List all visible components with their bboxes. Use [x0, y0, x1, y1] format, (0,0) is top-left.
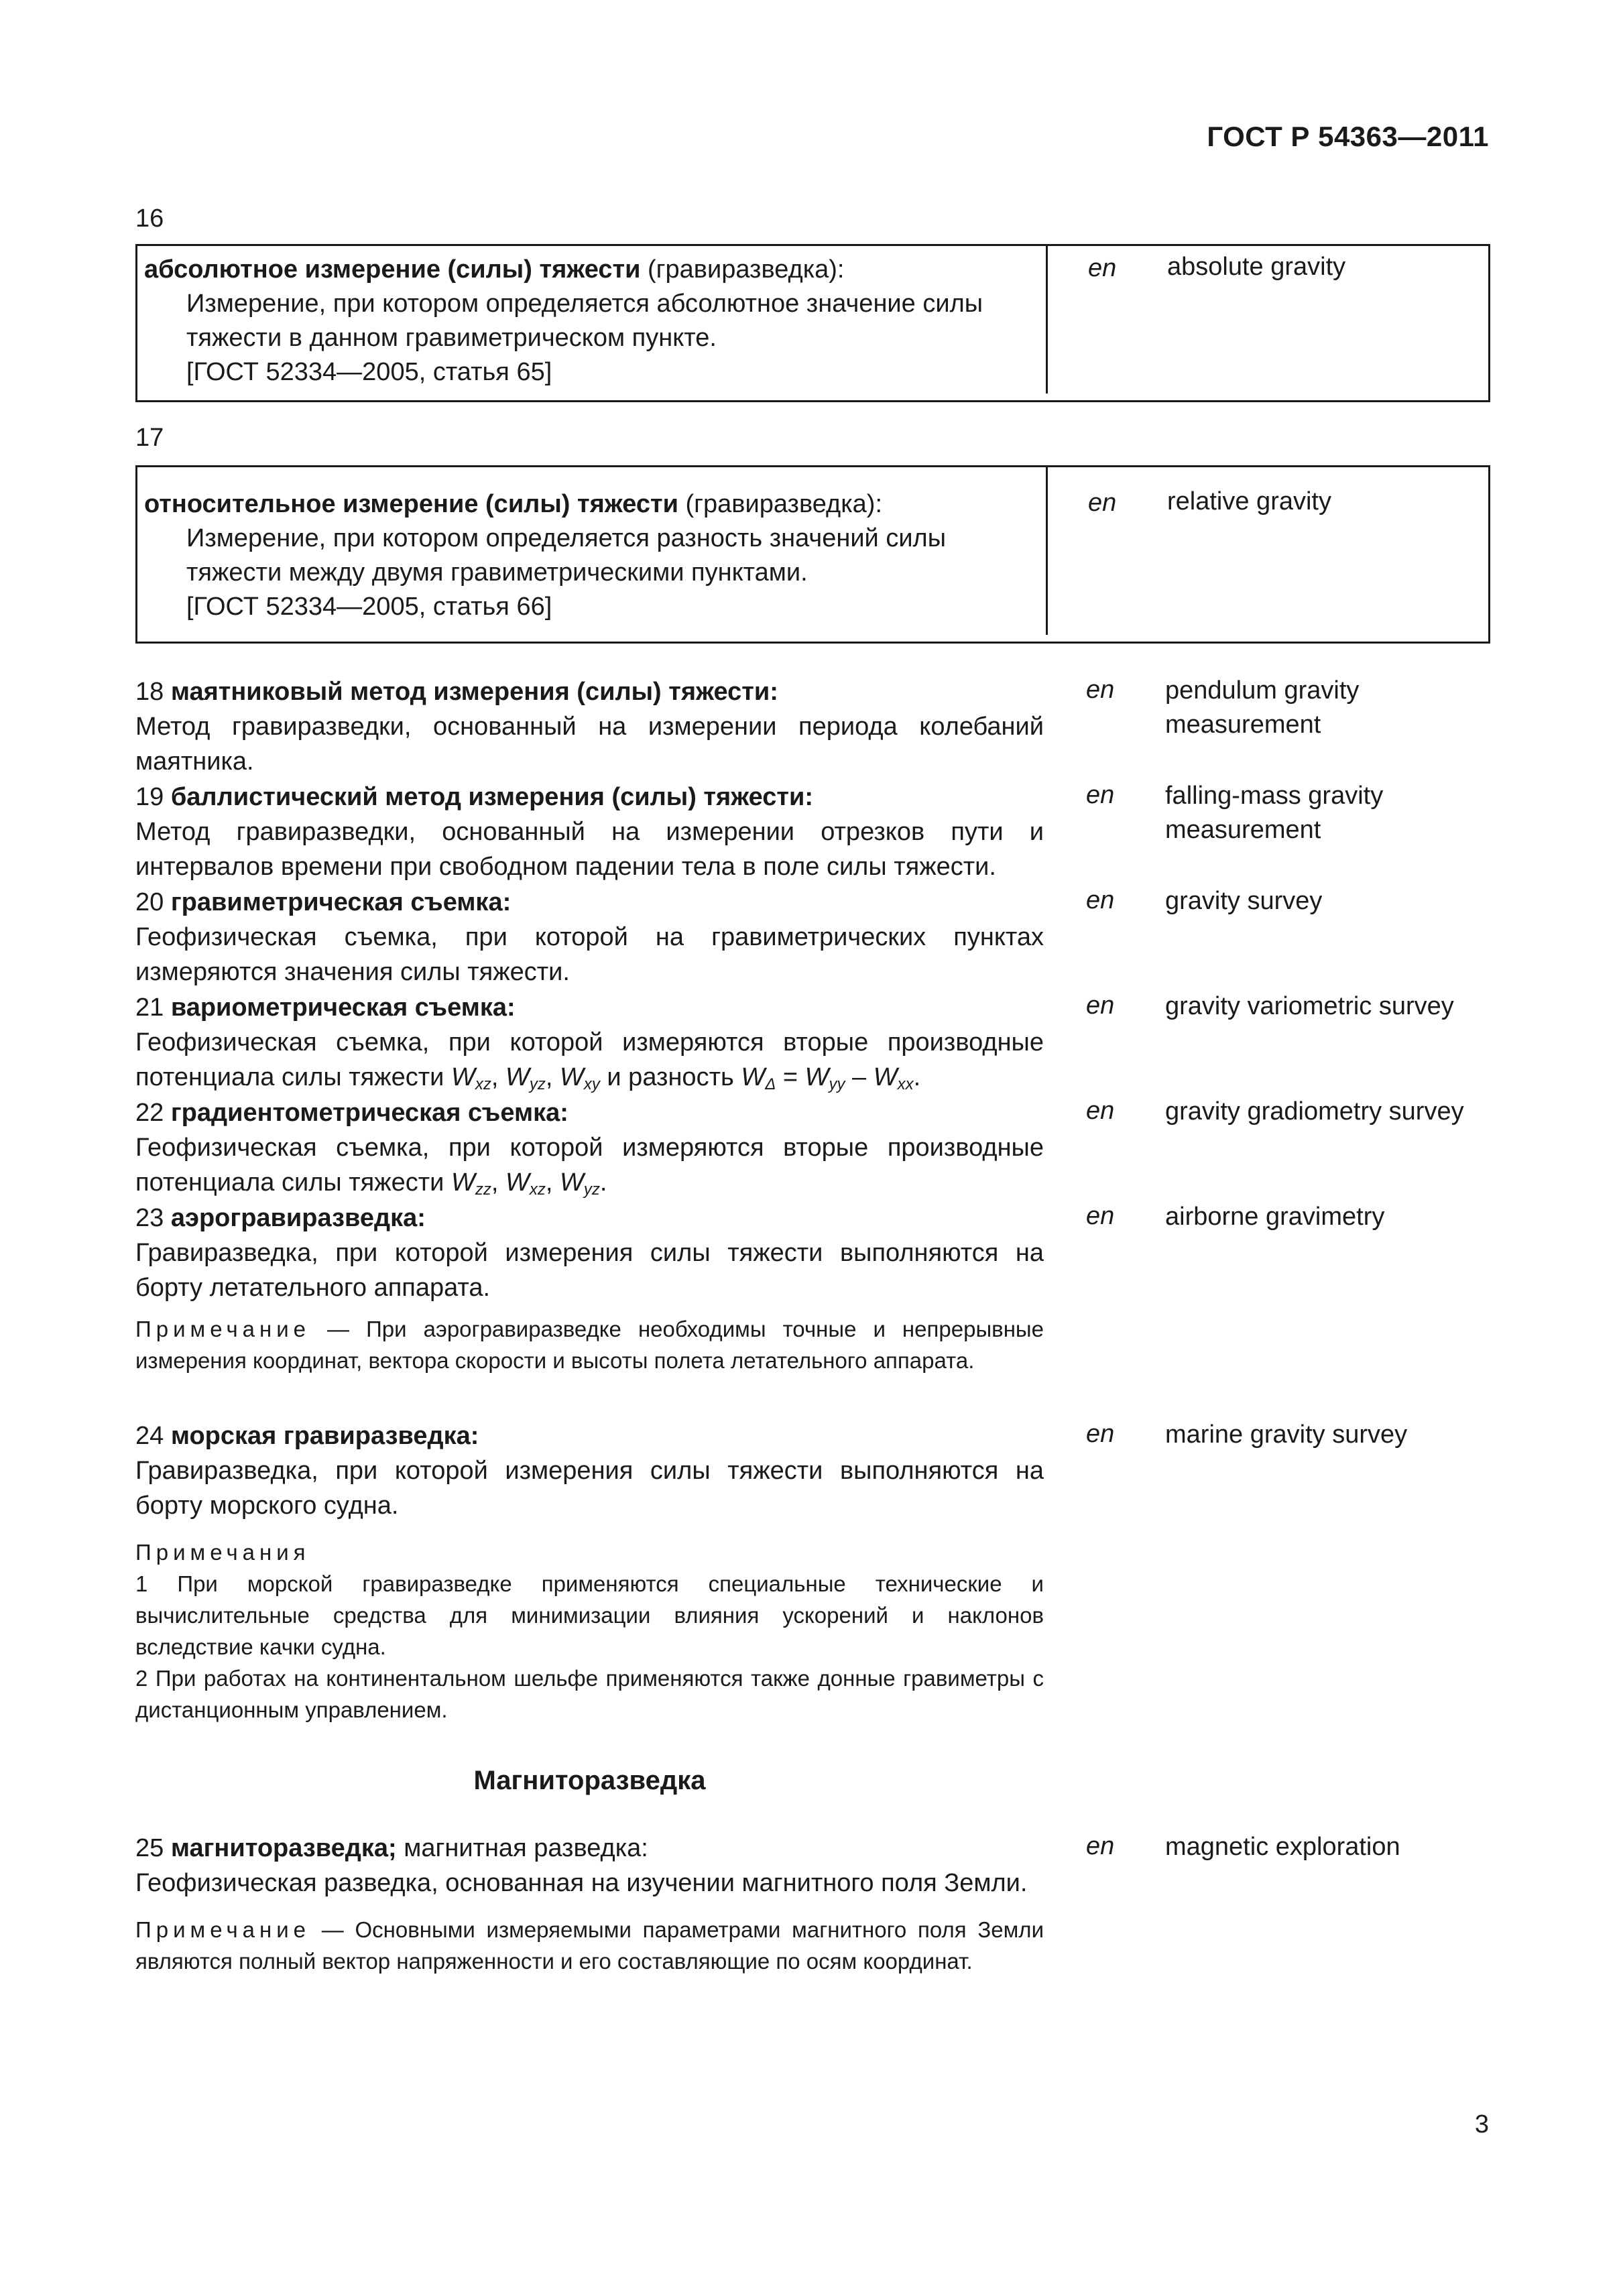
entry-19-number: 19 [135, 783, 171, 811]
entry-17-number: 17 [135, 424, 164, 452]
entry-24-note-1: 1 При морской гравиразведке применяются специальные технические и вычислительные средства для минимизации влияния ускорений и наклонов вследствие качки судна. [135, 1571, 1044, 1659]
entry-16-divider [1046, 246, 1048, 394]
formula-w-xz-2: $W_{xz}$ [505, 1168, 546, 1199]
formula-w-xy: $W_{xy}$ [559, 1063, 600, 1093]
entry-21-term: вариометрическая съемка: [170, 993, 516, 1022]
entry-19-term: баллистический метод измерения (силы) тяжести: [170, 783, 814, 811]
entry-17-domain: (гравиразведка): [678, 490, 883, 518]
entry-19-en-term: falling-mass gravity measurement [1165, 782, 1384, 844]
entry-23 [135, 1201, 1044, 1376]
entry-18-en-tag: en [1086, 676, 1115, 704]
formula-w-yz-2: $W_{yz}$ [559, 1168, 600, 1199]
entry-25 [135, 1831, 1044, 1977]
entry-25-en-tag: en [1086, 1832, 1115, 1860]
entry-16-box [135, 244, 1490, 402]
entry-24-term: морская гравиразведка: [170, 1422, 479, 1450]
entry-16-en-term: absolute gravity [1167, 253, 1346, 281]
entry-18-definition: Метод гравиразведки, основанный на измерении периода колебаний маятника. [135, 713, 1044, 776]
entry-22-term: градиентометрическая съемка: [170, 1099, 568, 1127]
section-title: Магниторазведка [473, 1766, 706, 1795]
entry-25-definition: Геофизическая разведка, основанная на изучении магнитного поля Земли. [135, 1869, 1028, 1897]
entry-23-definition: Гравиразведка, при которой измерения силы тяжести выполняются на борту летательного аппарата. [135, 1239, 1044, 1302]
entry-21-definition-text: Геофизическая съемка, при которой измеряются вторые производные потенциала силы тяжести [135, 1028, 1044, 1091]
entry-21-en-tag: en [1086, 991, 1115, 1020]
formula-w-xz: $W_{xz}$ [450, 1063, 491, 1093]
formula-w-zz: $W_{zz}$ [450, 1168, 491, 1199]
entry-20-en-term: gravity survey [1165, 887, 1323, 915]
entry-24-notes [135, 1536, 1044, 1726]
entry-25-note-text: — Основными измеряемыми параметрами магнитного поля Земли являются полный вектор напряженности и его составляющие по осям координат. [135, 1917, 1044, 1974]
entry-19-en-tag: en [1086, 781, 1115, 809]
entry-22-definition-text: Геофизическая съемка, при которой измеряются вторые производные потенциала силы тяжести [135, 1134, 1044, 1197]
entry-22-number: 22 [135, 1099, 171, 1127]
entry-17-source: [ГОСТ 52334—2005, статья 66] [186, 593, 552, 621]
entry-25-term: магниторазведка; [170, 1834, 397, 1862]
entry-17-box [135, 465, 1490, 644]
entry-16-en-tag: en [1088, 254, 1117, 282]
entry-23-en-tag: en [1086, 1202, 1115, 1230]
entry-24-note-2: 2 При работах на континентальном шельфе применяются также донные гравиметры с дистанционным управлением. [135, 1666, 1044, 1722]
entry-25-note [135, 1914, 1044, 1977]
entry-18-en-term: pendulum gravity measurement [1165, 676, 1360, 739]
entry-22-definition: Геофизическая съемка, при которой измеряются вторые производные потенциала силы тяжести $W_{zz}$, $W_{xz}$, $W_{yz}$. [135, 1134, 1044, 1199]
page-number: 3 [1474, 2110, 1489, 2138]
entry-22-en-term: gravity gradiometry survey [1165, 1097, 1464, 1126]
entry-23-term: аэрогравиразведка: [170, 1204, 426, 1232]
entry-24-en-tag: en [1086, 1420, 1115, 1448]
entry-24-notes-label: Примечания [135, 1540, 310, 1565]
entry-25-number: 25 [135, 1834, 171, 1862]
entry-17-definition-block [144, 487, 1046, 624]
entry-16-definition: Измерение, при котором определяется абсолютное значение силы тяжести в данном гравиметрическом пункте. [186, 290, 983, 352]
entry-25-note-label: Примечание [135, 1917, 311, 1942]
entry-17-en-term: relative gravity [1167, 487, 1331, 516]
entry-19 [135, 780, 1044, 884]
entry-20-term: гравиметрическая съемка: [170, 888, 512, 916]
entry-25-synonym: магнитная разведка: [396, 1834, 648, 1862]
entry-16-number: 16 [135, 204, 164, 233]
entry-16-domain: (гравиразведка): [640, 255, 845, 284]
document-code: ГОСТ Р 54363—2011 [1207, 121, 1489, 152]
entry-17-definition: Измерение, при котором определяется разность значений силы тяжести между двумя гравиметрическими пунктами. [186, 524, 947, 587]
entry-24-en-term: marine gravity survey [1165, 1421, 1408, 1449]
entry-24-number: 24 [135, 1422, 171, 1450]
entry-21-number: 21 [135, 993, 171, 1022]
entry-21-en-term: gravity variometric survey [1165, 992, 1454, 1020]
entry-17-term: относительное измерение (силы) тяжести [144, 490, 678, 518]
entry-23-number: 23 [135, 1204, 171, 1232]
entry-16-term: абсолютное измерение (силы) тяжести [144, 255, 641, 284]
entry-16-source: [ГОСТ 52334—2005, статья 65] [186, 358, 552, 386]
entry-23-note-text: — При аэрогравиразведке необходимы точные и непрерывные измерения координат, вектора скорости и высоты полета летательного аппарата. [135, 1317, 1044, 1373]
entry-19-definition: Метод гравиразведки, основанный на измерении отрезков пути и интервалов времени при свободном падении тела в поле силы тяжести. [135, 818, 1044, 881]
entry-24 [135, 1418, 1044, 1726]
entry-23-note-label: Примечание [135, 1317, 311, 1341]
entry-25-en-term: magnetic exploration [1165, 1833, 1400, 1861]
entry-22 [135, 1095, 1044, 1207]
entry-24-definition: Гравиразведка, при которой измерения силы тяжести выполняются на борту морского судна. [135, 1457, 1044, 1520]
formula-w-yy: $W_{yy}$ [804, 1063, 845, 1093]
entry-17-en-tag: en [1088, 489, 1117, 517]
entry-23-note [135, 1313, 1044, 1376]
entry-18-term: маятниковый метод измерения (силы) тяжести: [170, 678, 778, 706]
formula-w-yz: $W_{yz}$ [505, 1063, 546, 1093]
entry-16-definition-block [144, 253, 1046, 389]
entry-20-number: 20 [135, 888, 171, 916]
entry-20-en-tag: en [1086, 886, 1115, 914]
entry-22-en-tag: en [1086, 1097, 1115, 1125]
entry-20 [135, 885, 1044, 989]
entry-18 [135, 674, 1044, 779]
entry-20-definition: Геофизическая съемка, при которой на гравиметрических пунктах измеряются значения силы тяжести. [135, 923, 1044, 986]
formula-w-xx: $W_{xx}$ [873, 1063, 914, 1093]
entry-23-en-term: airborne gravimetry [1165, 1203, 1385, 1231]
entry-18-number: 18 [135, 678, 171, 706]
entry-17-divider [1046, 467, 1048, 635]
entry-21-definition: Геофизическая съемка, при которой измеряются вторые производные потенциала силы тяжести $W_{xz}$, $W_{yz}$, $W_{xy}$ и разность $W_\Delta = W_{yy} - W_{xx}$. [135, 1028, 1044, 1093]
entry-21 [135, 990, 1044, 1102]
formula-w-delta: $W_\Delta$ [741, 1063, 776, 1093]
